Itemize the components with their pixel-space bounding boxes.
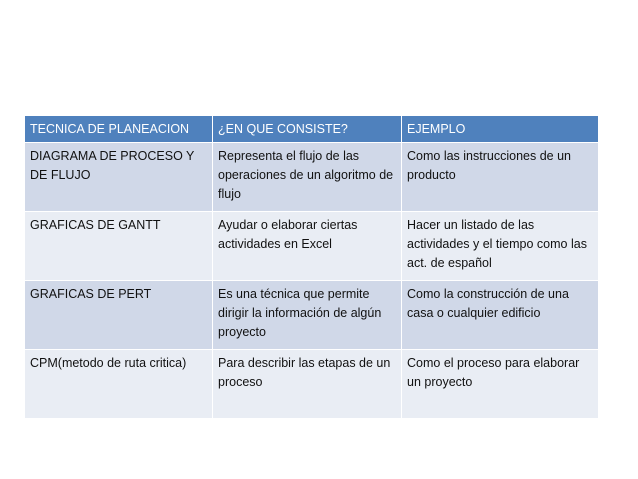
cell-example: Hacer un listado de las actividades y el tiempo como las act. de español (402, 212, 599, 281)
cell-example: Como la construcción de una casa o cualquier edificio (402, 281, 599, 350)
cell-description: Representa el flujo de las operaciones de un algoritmo de flujo (213, 143, 402, 212)
cell-technique: GRAFICAS DE PERT (25, 281, 213, 350)
cell-technique: CPM(metodo de ruta critica) (25, 350, 213, 419)
cell-example: Como el proceso para elaborar un proyecto (402, 350, 599, 419)
header-example: EJEMPLO (402, 116, 599, 143)
cell-technique: GRAFICAS DE GANTT (25, 212, 213, 281)
cell-description: Es una técnica que permite dirigir la información de algún proyecto (213, 281, 402, 350)
table-row (25, 143, 599, 212)
table-header-row (25, 116, 599, 143)
cell-description: Para describir las etapas de un proceso (213, 350, 402, 419)
planning-techniques-table (24, 115, 599, 419)
table-row (25, 212, 599, 281)
cell-technique: DIAGRAMA DE PROCESO Y DE FLUJO (25, 143, 213, 212)
cell-description: Ayudar o elaborar ciertas actividades en Excel (213, 212, 402, 281)
table-row (25, 350, 599, 419)
header-technique: TECNICA DE PLANEACION (25, 116, 213, 143)
table-row (25, 281, 599, 350)
cell-example: Como las instrucciones de un producto (402, 143, 599, 212)
header-description: ¿EN QUE CONSISTE? (213, 116, 402, 143)
